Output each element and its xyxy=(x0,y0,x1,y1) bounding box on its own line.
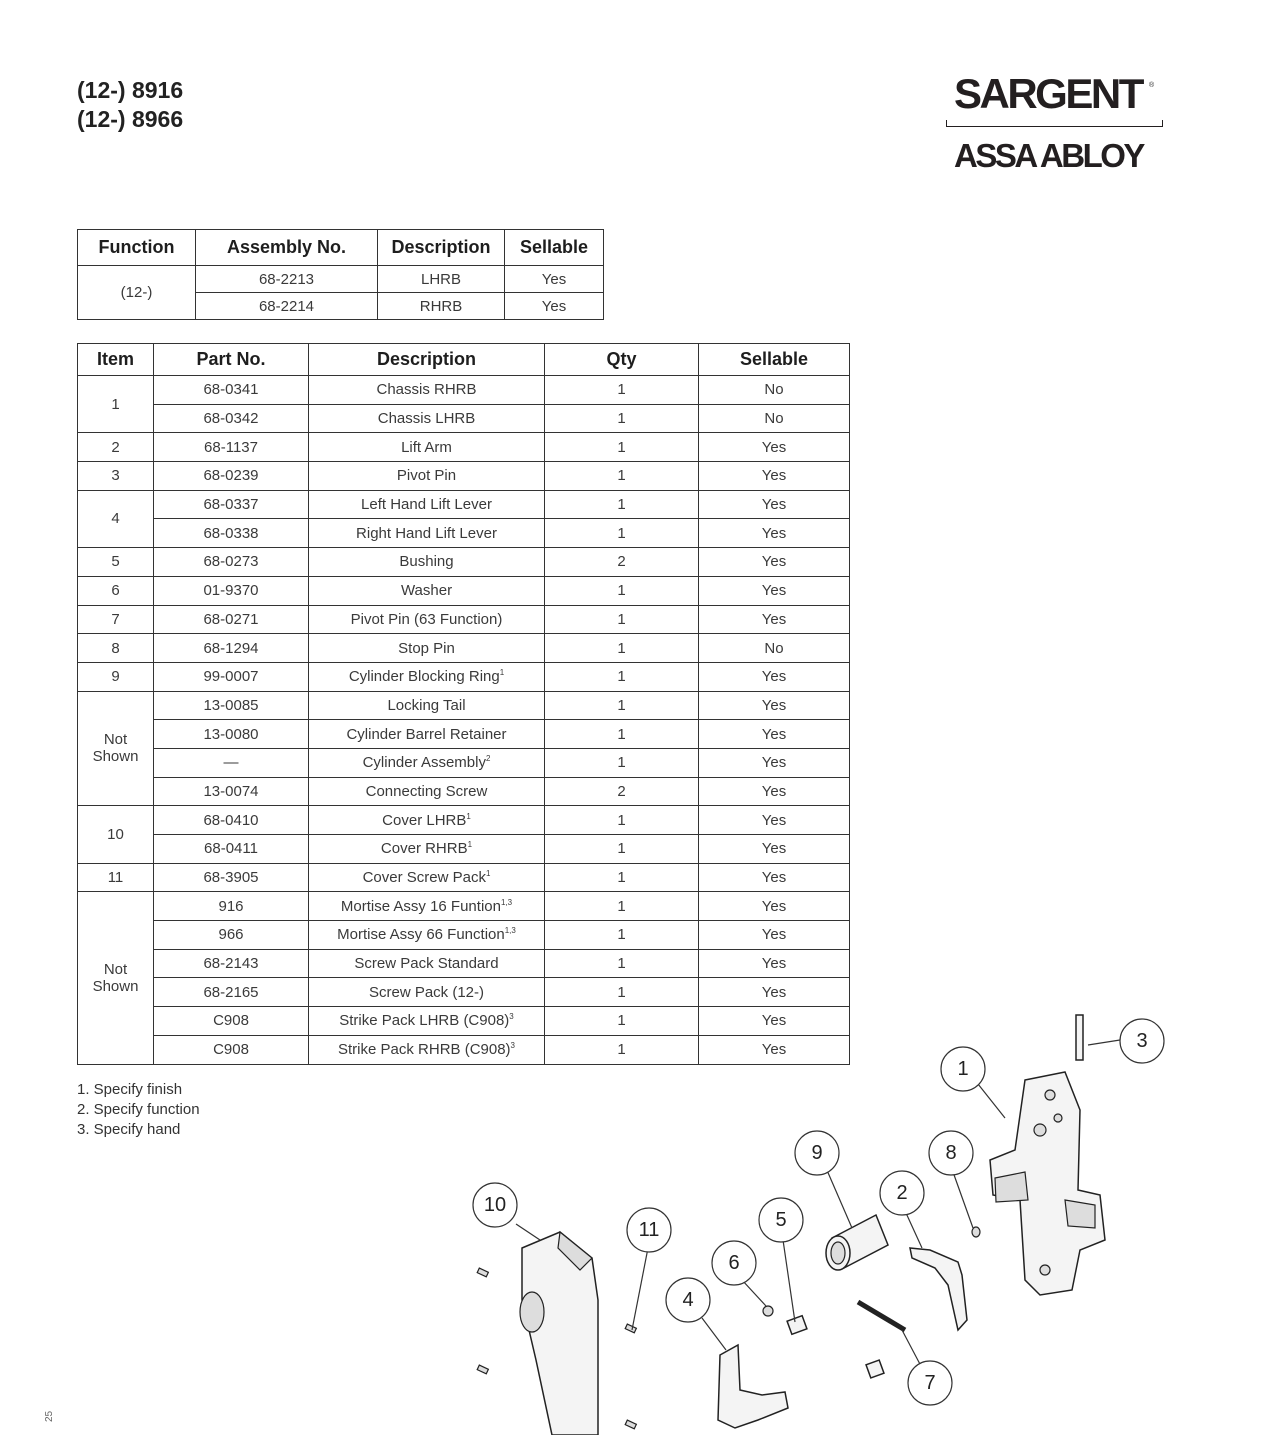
description-text: Left Hand Lift Lever xyxy=(361,496,492,514)
description-text: Mortise Assy 66 Function xyxy=(337,926,505,944)
footnote-ref: 2 xyxy=(485,754,491,764)
sellable-cell: Yes xyxy=(699,519,850,548)
item-cell: 9 xyxy=(78,662,154,691)
lift-lever-part xyxy=(718,1345,788,1428)
part-no-cell: 68-0338 xyxy=(154,519,309,548)
callout-11 xyxy=(627,1208,671,1252)
sellable-cell: Yes xyxy=(699,720,850,749)
part-no-cell: 68-2165 xyxy=(154,978,309,1007)
description-cell xyxy=(309,404,545,433)
part-no-cell: 13-0085 xyxy=(154,691,309,720)
svg-text:6: 6 xyxy=(728,1252,740,1274)
description-text: Cover LHRB xyxy=(382,811,467,829)
sellable-cell: Yes xyxy=(699,777,850,806)
qty-cell: 1 xyxy=(545,691,699,720)
description-cell xyxy=(309,777,545,806)
description-cell xyxy=(309,662,545,691)
item-cell: 3 xyxy=(78,462,154,491)
table-row xyxy=(78,462,850,491)
assembly-description-cell: RHRB xyxy=(378,293,505,320)
qty-cell: 1 xyxy=(545,605,699,634)
qty-cell: 1 xyxy=(545,748,699,777)
sellable-cell: Yes xyxy=(699,605,850,634)
description-cell xyxy=(309,949,545,978)
part-no-cell: C908 xyxy=(154,1035,309,1064)
bushing-part xyxy=(787,1316,884,1378)
table-row xyxy=(78,949,850,978)
qty-cell: 1 xyxy=(545,634,699,663)
sellable-cell: Yes xyxy=(699,921,850,950)
cover-part xyxy=(520,1232,598,1435)
part-no-cell: 68-0341 xyxy=(154,376,309,405)
footnote-ref: 1,3 xyxy=(504,926,516,936)
footnote: 2. Specify function xyxy=(77,1101,200,1118)
item-cell: 6 xyxy=(78,576,154,605)
sellable-cell: Yes xyxy=(699,892,850,921)
description-cell xyxy=(309,921,545,950)
part-no-cell: — xyxy=(154,748,309,777)
sellable-cell: Yes xyxy=(699,490,850,519)
qty-cell: 1 xyxy=(545,1035,699,1064)
parts-table xyxy=(77,343,850,1065)
qty-cell: 1 xyxy=(545,404,699,433)
description-cell xyxy=(309,720,545,749)
sellable-cell: Yes xyxy=(699,949,850,978)
footnote: 3. Specify hand xyxy=(77,1121,181,1138)
sellable-cell: Yes xyxy=(699,576,850,605)
description-text: Screw Pack (12-) xyxy=(368,983,485,1001)
description-cell xyxy=(309,806,545,835)
part-no-cell: 13-0080 xyxy=(154,720,309,749)
table-row xyxy=(78,634,850,663)
cylinder-blocking-ring-part xyxy=(826,1215,888,1270)
part-no-cell: 68-0411 xyxy=(154,835,309,864)
callout-2 xyxy=(880,1171,924,1215)
description-cell xyxy=(309,490,545,519)
parts-header-item: Item xyxy=(78,344,154,376)
sellable-cell: Yes xyxy=(699,548,850,577)
description-text: Connecting Screw xyxy=(365,782,488,800)
description-text: Bushing xyxy=(399,553,454,571)
sellable-cell: Yes xyxy=(699,662,850,691)
assembly-header-function: Function xyxy=(78,230,196,266)
assembly-no-cell: 68-2213 xyxy=(196,266,378,293)
description-text: Pivot Pin xyxy=(396,467,457,485)
part-no-cell: C908 xyxy=(154,1007,309,1036)
item-cell: 7 xyxy=(78,605,154,634)
assembly-sellable-cell: Yes xyxy=(505,266,604,293)
callout-10 xyxy=(473,1183,517,1227)
part-no-cell: 68-0239 xyxy=(154,462,309,491)
callout-3 xyxy=(1120,1019,1164,1063)
logo-sub-brand: ASSA ABLOY xyxy=(954,137,1143,174)
description-text: Pivot Pin (63 Function) xyxy=(350,610,503,628)
sellable-cell: Yes xyxy=(699,835,850,864)
sellable-cell: Yes xyxy=(699,691,850,720)
callout-1 xyxy=(941,1047,985,1091)
svg-text:9: 9 xyxy=(811,1142,823,1164)
assembly-header-description: Description xyxy=(378,230,505,266)
qty-cell: 1 xyxy=(545,720,699,749)
sellable-cell: Yes xyxy=(699,1035,850,1064)
sargent-assa-abloy-logo xyxy=(946,70,1166,180)
part-no-cell: 68-0410 xyxy=(154,806,309,835)
table-row xyxy=(78,863,850,892)
qty-cell: 1 xyxy=(545,376,699,405)
lift-arm-part xyxy=(910,1248,967,1330)
item-cell: 5 xyxy=(78,548,154,577)
footnote: 1. Specify finish xyxy=(77,1081,183,1098)
table-row xyxy=(78,892,850,921)
pivot-pin-part xyxy=(1076,1015,1083,1060)
item-cell: 4 xyxy=(78,490,154,547)
exploded-parts-diagram xyxy=(440,1000,1200,1435)
stop-pin-part xyxy=(972,1227,980,1237)
footnote-ref: 1 xyxy=(499,668,505,678)
item-cell: 1 xyxy=(78,376,154,433)
part-no-cell: 68-2143 xyxy=(154,949,309,978)
logo-registered-mark: ® xyxy=(1149,82,1155,89)
svg-text:3: 3 xyxy=(1136,1030,1148,1052)
description-text: Right Hand Lift Lever xyxy=(356,524,497,542)
callout-8 xyxy=(929,1131,973,1175)
svg-text:1: 1 xyxy=(957,1058,969,1080)
table-row xyxy=(78,806,850,835)
logo-rule xyxy=(946,120,1163,127)
description-text: Cylinder Assembly xyxy=(362,754,486,772)
part-no-cell: 68-0337 xyxy=(154,490,309,519)
qty-cell: 1 xyxy=(545,462,699,491)
svg-text:4: 4 xyxy=(682,1289,694,1311)
svg-text:10: 10 xyxy=(483,1194,507,1216)
part-no-cell: 13-0074 xyxy=(154,777,309,806)
sellable-cell: Yes xyxy=(699,978,850,1007)
assembly-description-cell: LHRB xyxy=(378,266,505,293)
description-text: Locking Tail xyxy=(387,696,466,714)
description-text: Lift Arm xyxy=(401,438,452,456)
qty-cell: 1 xyxy=(545,433,699,462)
part-no-cell: 68-3905 xyxy=(154,863,309,892)
sellable-cell: No xyxy=(699,376,850,405)
parts-header-part-no: Part No. xyxy=(154,344,309,376)
description-cell xyxy=(309,892,545,921)
qty-cell: 1 xyxy=(545,892,699,921)
sellable-cell: Yes xyxy=(699,433,850,462)
table-row xyxy=(78,576,850,605)
table-row xyxy=(78,691,850,720)
part-no-cell: 01-9370 xyxy=(154,576,309,605)
assembly-header-sellable: Sellable xyxy=(505,230,604,266)
description-cell xyxy=(309,433,545,462)
callout-9 xyxy=(795,1131,839,1175)
qty-cell: 1 xyxy=(545,519,699,548)
description-text: Strike Pack LHRB (C908) xyxy=(339,1012,510,1030)
washer-part xyxy=(763,1306,773,1316)
part-no-cell: 68-1137 xyxy=(154,433,309,462)
footnotes xyxy=(77,1080,200,1140)
description-text: Cylinder Blocking Ring xyxy=(348,668,500,686)
description-cell xyxy=(309,519,545,548)
qty-cell: 2 xyxy=(545,777,699,806)
description-text: Mortise Assy 16 Funtion xyxy=(340,897,501,915)
svg-text:11: 11 xyxy=(638,1219,660,1241)
parts-table-body xyxy=(78,376,850,1065)
description-text: Cylinder Barrel Retainer xyxy=(346,725,507,743)
callout-4 xyxy=(666,1278,710,1322)
parts-header-sellable: Sellable xyxy=(699,344,850,376)
table-row xyxy=(78,433,850,462)
table-row xyxy=(78,376,850,405)
description-cell xyxy=(309,835,545,864)
page-number: 25 xyxy=(44,1410,55,1422)
footnote-ref: 1,3 xyxy=(500,897,513,907)
item-cell: Not Shown xyxy=(78,691,154,806)
item-cell: Not Shown xyxy=(78,892,154,1064)
parts-header-description: Description xyxy=(309,344,545,376)
description-text: Cover Screw Pack xyxy=(362,869,486,887)
description-cell xyxy=(309,634,545,663)
description-text: Cover RHRB xyxy=(380,840,468,858)
assembly-function-cell: (12-) xyxy=(78,266,196,320)
description-text: Screw Pack Standard xyxy=(354,955,499,973)
qty-cell: 1 xyxy=(545,490,699,519)
qty-cell: 1 xyxy=(545,978,699,1007)
qty-cell: 1 xyxy=(545,949,699,978)
footnote-ref: 1 xyxy=(466,811,471,821)
page-title xyxy=(77,76,183,134)
footnote-ref: 3 xyxy=(509,1012,514,1022)
logo-brand: SARGENT xyxy=(954,70,1142,117)
description-cell xyxy=(309,548,545,577)
table-row xyxy=(78,605,850,634)
table-row xyxy=(78,835,850,864)
qty-cell: 1 xyxy=(545,662,699,691)
callout-7 xyxy=(908,1361,952,1405)
part-no-cell: 966 xyxy=(154,921,309,950)
description-text: Stop Pin xyxy=(398,639,455,657)
table-row xyxy=(78,519,850,548)
qty-cell: 1 xyxy=(545,576,699,605)
description-text: Washer xyxy=(400,582,453,600)
assembly-sellable-cell: Yes xyxy=(505,293,604,320)
table-row xyxy=(78,748,850,777)
sellable-cell: Yes xyxy=(699,1007,850,1036)
table-row xyxy=(78,404,850,433)
assembly-table xyxy=(77,229,604,320)
table-row xyxy=(78,548,850,577)
table-row xyxy=(78,662,850,691)
description-cell xyxy=(309,863,545,892)
chassis-part-drawing xyxy=(990,1072,1105,1295)
description-cell xyxy=(309,748,545,777)
sellable-cell: Yes xyxy=(699,462,850,491)
part-no-cell: 916 xyxy=(154,892,309,921)
title-model-8916: (12-) 8916 xyxy=(77,77,184,103)
part-no-cell: 68-0273 xyxy=(154,548,309,577)
part-no-cell: 68-0271 xyxy=(154,605,309,634)
table-row xyxy=(78,490,850,519)
qty-cell: 1 xyxy=(545,863,699,892)
callout-5 xyxy=(759,1198,803,1242)
qty-cell: 1 xyxy=(545,835,699,864)
item-cell: 8 xyxy=(78,634,154,663)
svg-text:7: 7 xyxy=(924,1372,936,1394)
qty-cell: 1 xyxy=(545,921,699,950)
table-row xyxy=(78,921,850,950)
sellable-cell: Yes xyxy=(699,863,850,892)
table-row xyxy=(78,720,850,749)
sellable-cell: No xyxy=(699,634,850,663)
assembly-no-cell: 68-2214 xyxy=(196,293,378,320)
item-cell: 2 xyxy=(78,433,154,462)
description-cell xyxy=(309,691,545,720)
footnote-ref: 3 xyxy=(510,1041,515,1051)
description-text: Chassis LHRB xyxy=(377,410,476,428)
sellable-cell: No xyxy=(699,404,850,433)
description-cell xyxy=(309,605,545,634)
svg-text:5: 5 xyxy=(775,1209,787,1231)
footnote-ref: 1 xyxy=(467,840,473,850)
part-no-cell: 68-0342 xyxy=(154,404,309,433)
callout-6 xyxy=(712,1241,756,1285)
qty-cell: 2 xyxy=(545,548,699,577)
item-cell: 11 xyxy=(78,863,154,892)
description-text: Strike Pack RHRB (C908) xyxy=(338,1041,511,1059)
footnote-ref: 1 xyxy=(485,869,491,879)
table-row xyxy=(78,266,604,293)
description-text: Chassis RHRB xyxy=(376,381,477,399)
qty-cell: 1 xyxy=(545,806,699,835)
table-row xyxy=(78,777,850,806)
description-cell xyxy=(309,576,545,605)
svg-text:8: 8 xyxy=(945,1142,957,1164)
svg-text:2: 2 xyxy=(896,1182,908,1204)
part-no-cell: 99-0007 xyxy=(154,662,309,691)
item-cell: 10 xyxy=(78,806,154,863)
title-model-8966: (12-) 8966 xyxy=(77,106,184,132)
description-cell xyxy=(309,462,545,491)
part-no-cell: 68-1294 xyxy=(154,634,309,663)
sellable-cell: Yes xyxy=(699,748,850,777)
description-cell xyxy=(309,376,545,405)
qty-cell: 1 xyxy=(545,1007,699,1036)
pivot-pin-63-part xyxy=(858,1302,905,1330)
parts-header-qty: Qty xyxy=(545,344,699,376)
sellable-cell: Yes xyxy=(699,806,850,835)
assembly-header-assembly-no: Assembly No. xyxy=(196,230,378,266)
